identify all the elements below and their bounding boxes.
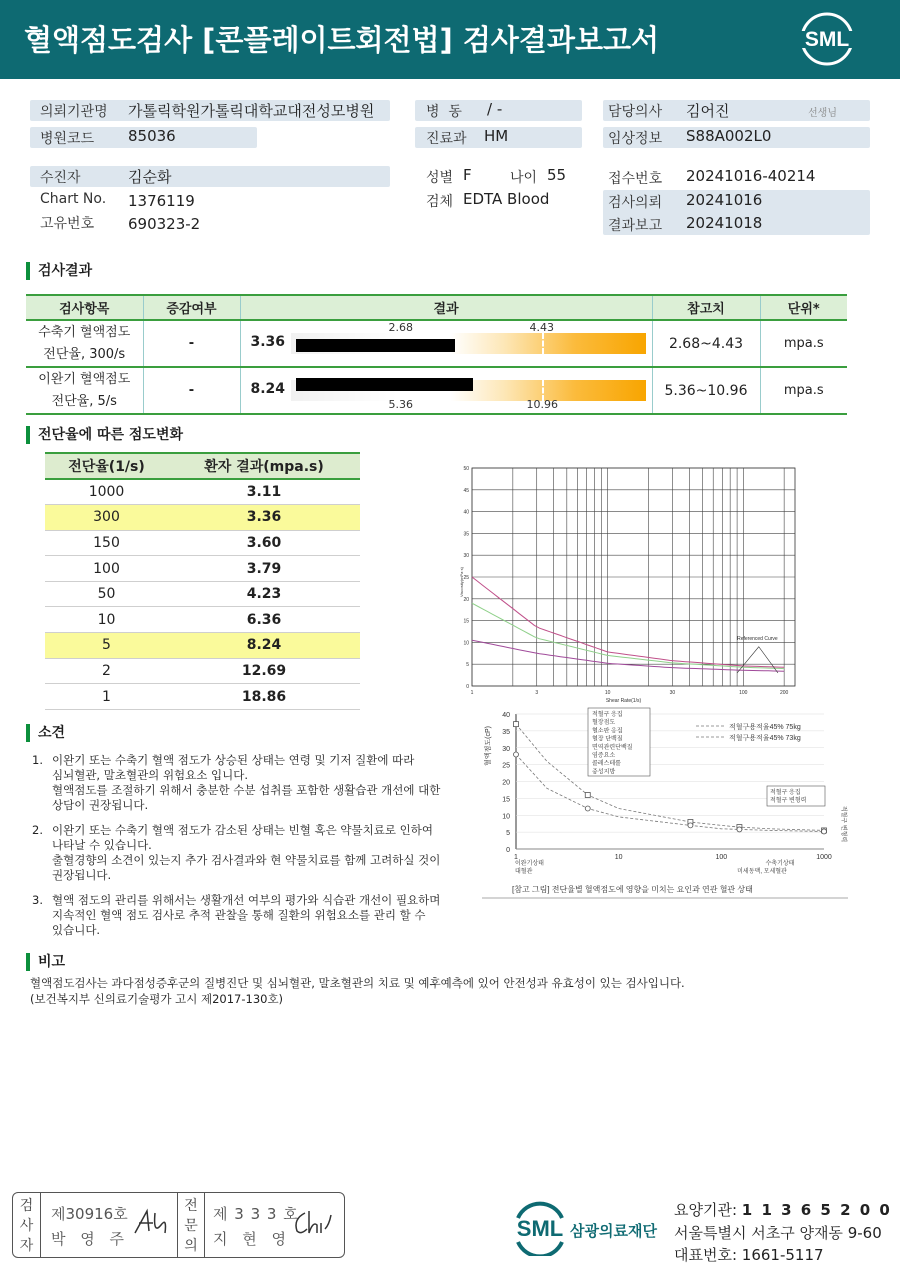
address: 서울특별시 서초구 양재동 9-60 [674, 1224, 882, 1242]
result-value-bar [296, 339, 455, 352]
opinion-line: 혈액점도를 조절하기 위해서 충분한 수분 섭취를 포함한 생활습관 개선에 대한 [52, 783, 441, 797]
age-label: 나이 [510, 170, 538, 186]
requester-value: 가톨릭학원가톨릭대학교대전성모병원 [128, 102, 375, 120]
series-point [822, 829, 827, 834]
sign1-label: 검 사 자 [13, 1193, 41, 1257]
specimen-label: 검체 [426, 194, 454, 210]
y-tick-label: 5 [466, 662, 469, 669]
svg-text:SML: SML [804, 28, 850, 51]
item-shear: 전단율, 5/s [51, 393, 117, 409]
x-tick-label: 10 [614, 854, 623, 861]
x-tick-label: 100 [715, 854, 728, 861]
y-tick-label: 10 [463, 640, 469, 647]
series-point [514, 722, 519, 727]
age-value: 55 [547, 166, 567, 184]
opinion-line: 권장됩니다. [52, 868, 112, 882]
unit-value: mpa.s [760, 367, 847, 414]
low-tick: 2.68 [388, 321, 413, 334]
signature-box [12, 1192, 345, 1258]
low-tick: 5.36 [388, 398, 413, 411]
series-point [585, 793, 590, 798]
opinion-line: 있습니다. [52, 923, 101, 937]
opinion-line: 심뇌혈관, 말초혈관의 위험요소 입니다. [52, 768, 249, 782]
legend-label: 적혈구용적율45% 75kg [729, 724, 801, 731]
x-tick-label: 3 [535, 690, 539, 696]
clinical-label: 임상정보 [608, 131, 663, 147]
sign2-number: 제 3 3 3 호 [213, 1205, 299, 1223]
svg-text:SML: SML [516, 1216, 564, 1241]
opinion-line: 상담이 권장됩니다. [52, 798, 149, 812]
high-tick: 4.43 [529, 321, 554, 334]
y-tick-label: 20 [502, 779, 510, 787]
patient-value: 김순화 [128, 168, 172, 186]
result-value-bar [296, 378, 473, 391]
patient-viscosity: 6.36 [168, 607, 360, 633]
doctor-suffix: 선생님 [808, 108, 837, 119]
sign1-number: 제30916호 [51, 1205, 128, 1223]
opinion-line: 이완기 또는 수축기 혈액 점도가 상승된 상태는 연령 및 기저 질환에 따라 [52, 753, 415, 767]
patient-viscosity: 3.79 [168, 556, 360, 582]
right-factor-label: 적혈구 변형력 [770, 798, 807, 804]
item-shear: 전단율, 300/s [43, 346, 126, 362]
req-value: 20241016 [686, 191, 763, 209]
result-value: 8.24 [250, 381, 286, 397]
sign2-signature-icon [291, 1205, 333, 1239]
high-tick: 10.96 [526, 398, 558, 411]
shear-row [45, 556, 360, 582]
shear-rate: 10 [45, 607, 168, 633]
patient-viscosity: 3.36 [168, 505, 360, 531]
opinion-number: 3. [32, 893, 43, 907]
col-unit: 단위* [760, 295, 847, 320]
y-tick-label: 15 [463, 618, 469, 625]
y-tick-label: 50 [463, 466, 469, 472]
shear-rate: 1 [45, 684, 168, 710]
factor-label: 혈장 단백질 [592, 736, 623, 743]
sex-value: F [463, 166, 472, 184]
col-change: 증감여부 [143, 295, 240, 320]
y-tick-label: 45 [463, 487, 469, 494]
right-bottom-label: 수축기상태 [765, 861, 795, 867]
viscosity-chart [455, 462, 800, 707]
col-patient: 환자 결과(mpa.s) [168, 453, 360, 479]
clinical-value: S88A002L0 [686, 127, 772, 145]
opinion-line: 지속적인 혈액 점도 검사로 추적 관찰을 통해 질환의 위험요소를 관리 할 수 [52, 908, 426, 922]
y-tick-label: 40 [502, 712, 510, 719]
series-point [585, 806, 590, 811]
uid-value: 690323-2 [128, 215, 201, 233]
req-label: 검사의뢰 [608, 195, 663, 211]
series-point [514, 752, 519, 757]
legend-label: 적혈구용적율45% 73kg [729, 735, 801, 742]
shear-row [45, 658, 360, 684]
left-bottom-label: 대혈관 [515, 869, 533, 875]
shear-row [45, 581, 360, 607]
reference-chart [482, 706, 850, 900]
y-tick-label: 20 [463, 596, 469, 603]
hospcode-label: 병원코드 [40, 131, 95, 147]
shear-row [45, 530, 360, 556]
change-value: - [143, 320, 240, 367]
result-section-title: 검사결과 [26, 262, 92, 280]
shear-table [45, 452, 360, 710]
opinion-line: 나타날 수 있습니다. [52, 838, 152, 852]
shear-row [45, 479, 360, 505]
y-tick-label: 25 [463, 575, 469, 581]
high-marker [542, 333, 544, 354]
result-header-row [26, 295, 847, 320]
chart-annotation: Referenced Curve [737, 636, 778, 643]
x-axis-label: Shear Rate(1/s) [605, 698, 642, 704]
remark-section-title: 비고 [26, 953, 65, 971]
sml-logo-icon [797, 10, 857, 68]
doctor-value: 김어진 [686, 102, 730, 120]
right-bottom-label: 미세동맥, 모세혈관 [737, 869, 787, 875]
shear-rate: 100 [45, 556, 168, 582]
y-tick-label: 30 [502, 745, 510, 753]
dept-label: 진료과 [426, 131, 467, 147]
opinion-line: 혈액 점도의 관리를 위해서는 생활개선 여부의 평가와 식습관 개선이 필요하며 [52, 893, 441, 907]
result-value: 3.36 [250, 334, 286, 350]
right-axis-label: 적혈구 변형력 [840, 805, 846, 843]
factor-label: 혈장점도 [592, 720, 616, 727]
sign2-label: 전 문 의 [177, 1193, 205, 1257]
shear-rate: 2 [45, 658, 168, 684]
code-line: 요양기관: 1 1 3 6 5 2 0 0 [674, 1201, 892, 1219]
chart-value: 1376119 [128, 192, 195, 210]
shear-row [45, 633, 360, 659]
series-point [688, 823, 693, 828]
patient-viscosity: 12.69 [168, 658, 360, 684]
ref-value: 2.68~4.43 [652, 320, 760, 367]
shear-rate: 300 [45, 505, 168, 531]
receipt-label: 접수번호 [608, 171, 663, 187]
y-tick-label: 5 [506, 830, 510, 838]
hospcode-value: 85036 [128, 127, 176, 145]
ward-label: 병 동 [426, 104, 462, 120]
y-tick-label: 35 [502, 728, 510, 736]
chart-label: Chart No. [40, 191, 107, 207]
factor-label: 염증요소 [592, 753, 616, 759]
result-table [26, 294, 847, 415]
opinion-line: 출혈경향의 소견이 있는지 추가 검사결과와 현 약물치료를 함께 고려하실 것이 [52, 853, 441, 867]
patient-viscosity: 18.86 [168, 684, 360, 710]
sign1-name: 박 영 주 [51, 1230, 130, 1248]
shear-row [45, 684, 360, 710]
receipt-value: 20241016-40214 [686, 167, 816, 185]
x-tick-label: 200 [779, 690, 789, 696]
series-point [737, 827, 742, 832]
patient-viscosity: 8.24 [168, 633, 360, 659]
y-tick-label: 25 [502, 762, 510, 770]
x-tick-label: 10 [604, 690, 611, 696]
result-row [26, 320, 847, 367]
factor-label: 중성지방 [592, 769, 616, 776]
opinion-number: 1. [32, 753, 43, 767]
dept-value: HM [484, 127, 509, 145]
y-tick-label: 15 [502, 796, 510, 804]
sex-label: 성별 [426, 170, 454, 186]
col-shear: 전단율(1/s) [45, 453, 168, 479]
col-ref: 참고치 [652, 295, 760, 320]
x-tick-label: 100 [739, 690, 748, 696]
uid-label: 고유번호 [40, 216, 95, 232]
unit-value: mpa.s [760, 320, 847, 367]
result-bar [241, 368, 650, 413]
y-tick-label: 35 [463, 531, 469, 538]
sml-footer-logo-icon [510, 1200, 570, 1256]
shear-rate: 50 [45, 581, 168, 607]
y-tick-label: 30 [463, 553, 469, 560]
opinion-number: 2. [32, 823, 43, 837]
report-header [0, 0, 900, 79]
opinion-section-title: 소견 [26, 724, 65, 742]
y-tick-label: 40 [463, 509, 469, 516]
ward-value: / - [487, 100, 503, 118]
opinion-line: 이완기 또는 수축기 혈액 점도가 감소된 상태는 빈혈 혹은 약물치료로 인하여 [52, 823, 433, 837]
y-axis-label: Viscosity(mPa·s) [459, 567, 464, 597]
item-name: 수축기 혈액점도 [38, 324, 131, 340]
ref-value: 5.36~10.96 [652, 367, 760, 414]
tel-line: 대표번호: 1661-5117 [674, 1246, 824, 1264]
y-axis-label: 혈액점도(cP) [485, 726, 492, 766]
y-tick-label: 10 [502, 813, 510, 821]
shear-rate: 150 [45, 530, 168, 556]
left-bottom-label: 이완기상태 [515, 861, 544, 867]
patient-viscosity: 3.11 [168, 479, 360, 505]
report-label: 결과보고 [608, 218, 663, 234]
factor-label: 혈소판 응집 [592, 728, 623, 735]
y-tick-label: 0 [466, 684, 469, 690]
shear-rate: 1000 [45, 479, 168, 505]
shear-row [45, 607, 360, 633]
change-value: - [143, 367, 240, 414]
shear-rate: 5 [45, 633, 168, 659]
remark-line1: 혈액점도검사는 과다점성증후군의 질병진단 및 심뇌혈관, 말초혈관의 치료 및 예후예측에 있어 안전성과 유효성이 있는 검사입니다. [30, 976, 685, 990]
x-tick-label: 1000 [816, 854, 832, 861]
patient-viscosity: 4.23 [168, 581, 360, 607]
item-name: 이완기 혈액점도 [38, 371, 131, 387]
requester-label: 의뢰기관명 [40, 104, 108, 120]
factor-label: 면역관련단백질 [592, 744, 633, 751]
x-tick-label: 30 [669, 690, 676, 696]
org-name: 삼광의료재단 [570, 1222, 657, 1240]
sign1-signature-icon [131, 1205, 171, 1239]
factor-label: 콜레스테롤 [592, 761, 621, 768]
sign2-name: 지 현 영 [213, 1230, 292, 1248]
right-factor-label: 적혈구 응집 [770, 790, 801, 796]
x-tick-label: 1 [470, 690, 474, 696]
result-row [26, 367, 847, 414]
patient-label: 수진자 [40, 170, 81, 186]
factor-label: 적혈구 응집 [592, 712, 623, 718]
report-value: 20241018 [686, 214, 763, 232]
x-tick-label: 1 [514, 854, 518, 861]
chart-caption: [참고 그림] 전단율별 혈액점도에 영향을 미치는 요인과 연관 혈관 상태 [512, 885, 753, 894]
remark-line2: (보건복지부 신의료기술평가 고시 제2017-130호) [30, 992, 284, 1006]
patient-bar [30, 166, 390, 187]
col-result: 결과 [240, 295, 652, 320]
col-item: 검사항목 [26, 295, 143, 320]
shear-section-title: 전단율에 따른 점도변화 [26, 426, 183, 444]
shear-row [45, 505, 360, 531]
doctor-label: 담당의사 [608, 104, 663, 120]
result-bar [241, 321, 650, 366]
specimen-value: EDTA Blood [463, 190, 550, 208]
report-title: 혈액점도검사 [콘플레이트회전법] 검사결과보고서 [24, 23, 659, 57]
y-tick-label: 0 [506, 847, 510, 854]
patient-viscosity: 3.60 [168, 530, 360, 556]
